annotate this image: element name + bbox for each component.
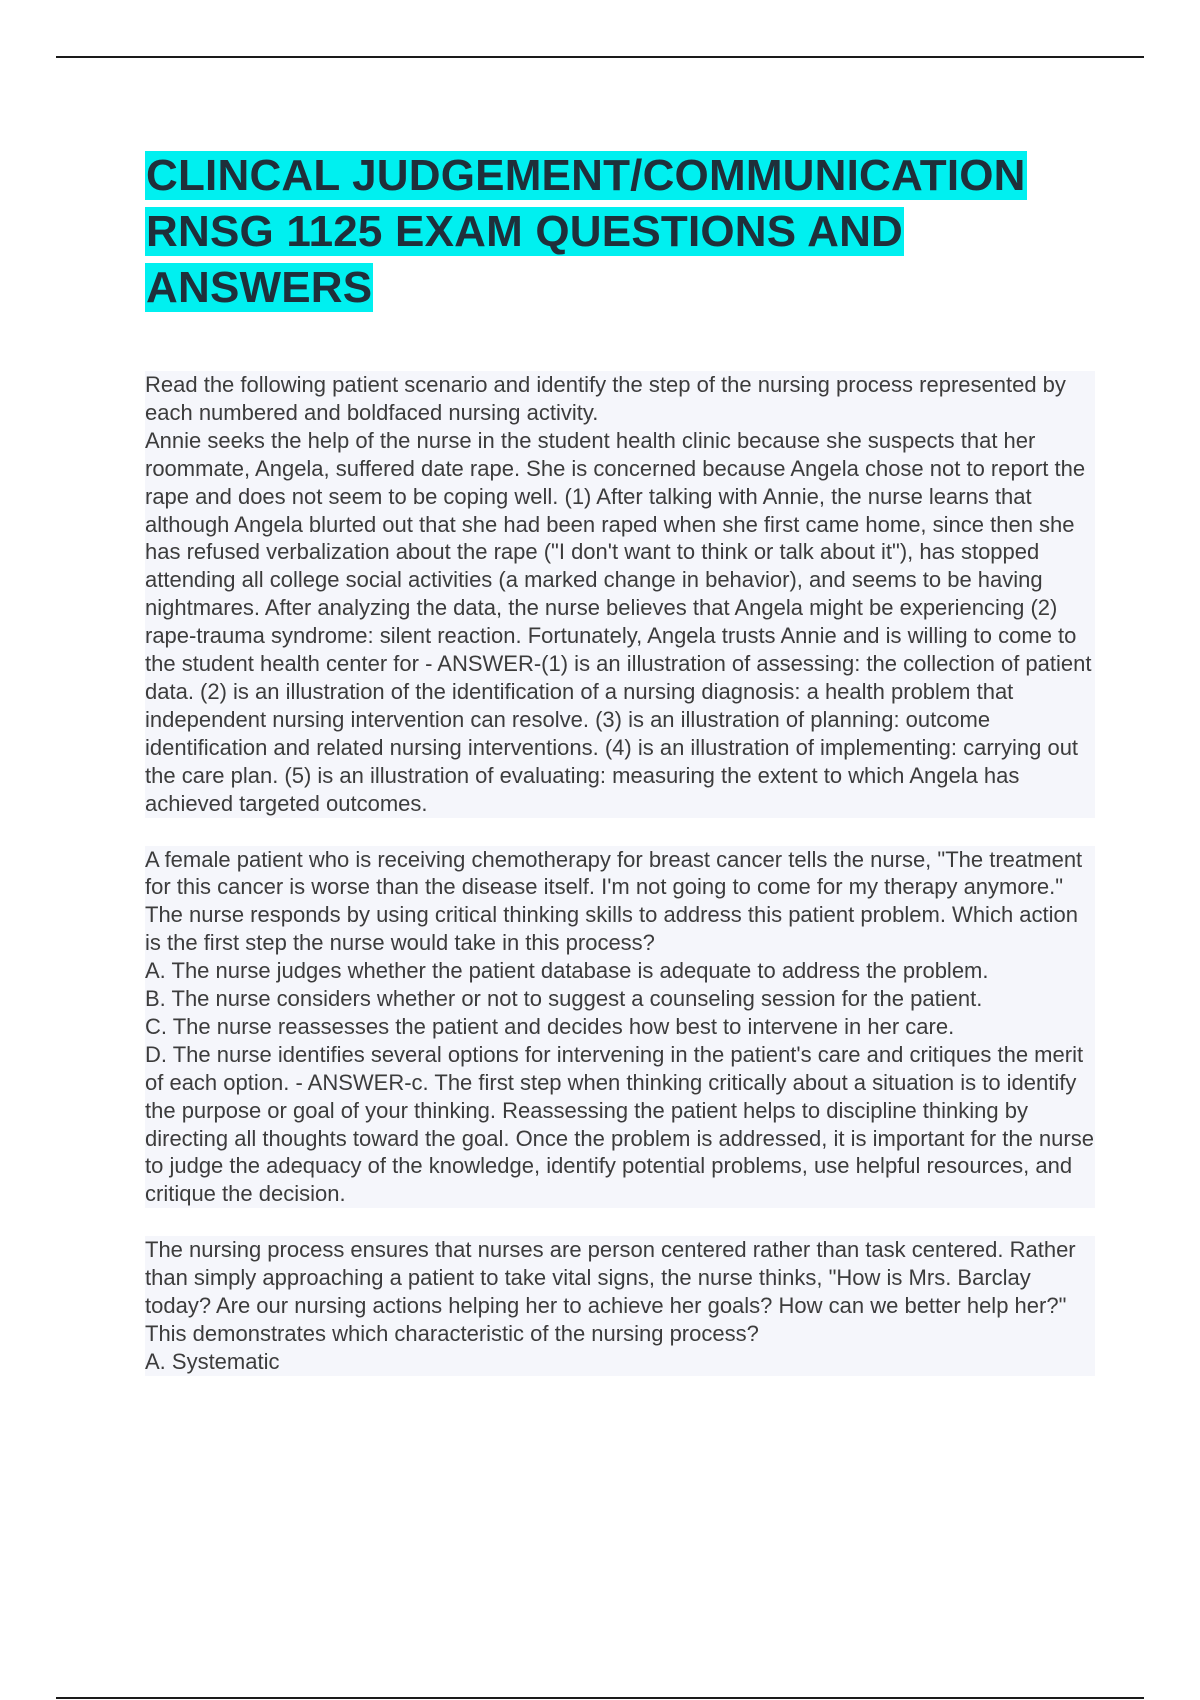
bottom-rule — [56, 1697, 1144, 1699]
question-2-prompt: A female patient who is receiving chemotherapy for breast cancer tells the nurse, "The treatment for this cancer is worse than the disease itself. I'm not going to come for my therapy anymore." The nurse responds by using critical thinking skills to address this patient problem. Which action is the first step the nurse would take in this process? — [145, 846, 1095, 958]
top-rule — [56, 56, 1144, 58]
title-highlight: CLINCAL JUDGEMENT/COMMUNICATION RNSG 1125 EXAM QUESTIONS AND ANSWERS — [146, 151, 1026, 312]
question-2-option-d-answer: D. The nurse identifies several options for intervening in the patient's care and critiques the merit of each option. - ANSWER-c. The first step when thinking critically about a situation is to identify the purpose or goal of your thinking. Reassessing the patient helps to discipline thinking by directing all thoughts toward the goal. Once the problem is addressed, it is important for the nurse to judge the adequacy of the knowledge, identify potential problems, use helpful resources, and critique the decision. — [145, 1041, 1094, 1207]
question-3-prompt: The nursing process ensures that nurses are person centered rather than task centered. Rather than simply approaching a patient to take vital signs, the nurse thinks, "How is Mrs. Barclay today? Are our nursing actions helping her to achieve her goals? How can we better help her?" This demonstrates which characteristic of the nursing process? — [145, 1236, 1095, 1348]
question-block-1 — [145, 371, 1095, 818]
question-1-scenario-answer: Annie seeks the help of the nurse in the student health clinic because she suspects that her roommate, Angela, suffered date rape. She is concerned because Angela chose not to report the rape and does not seem to be coping well. (1) After talking with Annie, the nurse learns that although Angela blurted out that she had been raped when she first came home, since then she has refused verbalization about the rape ("I don't want to think or talk about it"), has stopped attending all college social activities (a marked change in behavior), and seems to be having nightmares. After analyzing the data, the nurse believes that Angela might be experiencing (2) rape-trauma syndrome: silent reaction. Fortunately, Angela trusts Annie and is willing to come to the student health center for - ANSWER-(1) is an illustration of assessing: the collection of patient data. (2) is an illustration of the identification of a nursing diagnosis: a health problem that independent nursing intervention can resolve. (3) is an illustration of planning: outcome identification and related nursing interventions. (4) is an illustration of implementing: carrying out the care plan. (5) is an illustration of evaluating: measuring the extent to which Angela has achieved targeted outcomes. — [145, 427, 1095, 818]
question-2-option-c: C. The nurse reassesses the patient and decides how best to intervene in her care. — [145, 1013, 1095, 1041]
question-2-option-a: A. The nurse judges whether the patient database is adequate to address the problem. — [145, 957, 1095, 985]
document-title — [145, 148, 1095, 316]
question-block-3 — [145, 1236, 1095, 1376]
document-body — [145, 148, 1095, 1376]
question-block-2 — [145, 846, 1095, 1209]
question-2-option-b: B. The nurse considers whether or not to suggest a counseling session for the patient. — [145, 985, 1095, 1013]
question-1-prompt: Read the following patient scenario and identify the step of the nursing process represented by each numbered and boldfaced nursing activity. — [145, 371, 1095, 427]
question-3-option-a: A. Systematic — [145, 1348, 1095, 1376]
